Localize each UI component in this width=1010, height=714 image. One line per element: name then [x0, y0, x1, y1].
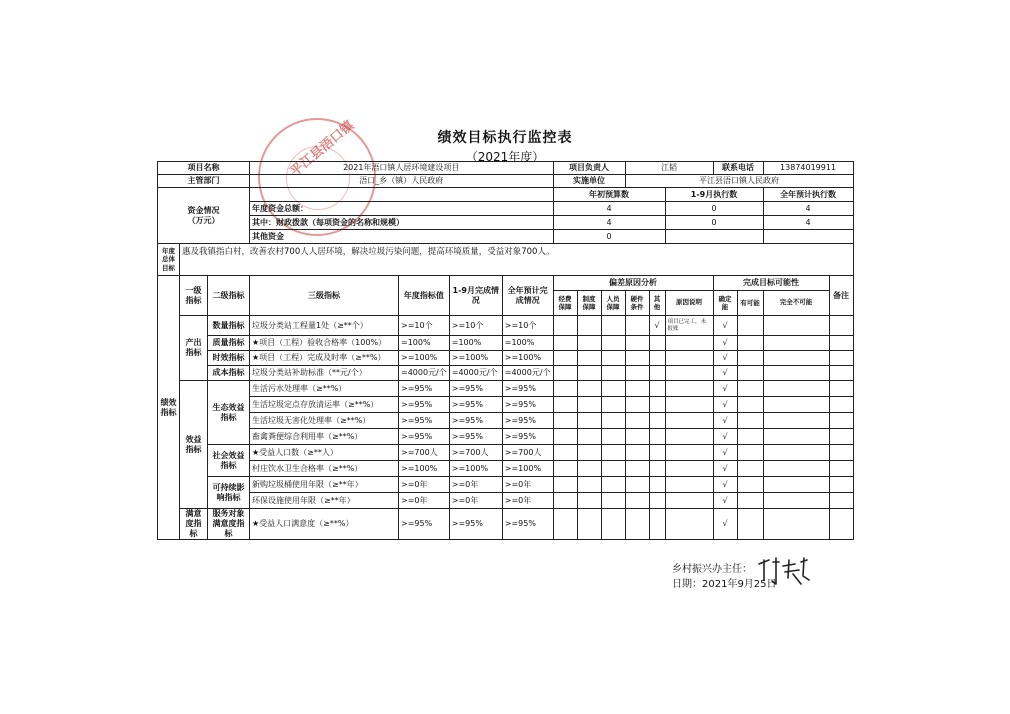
row-reason [665, 445, 713, 461]
row-done9: >=700人 [449, 445, 502, 461]
row-reason: 项目已完工，未报账 [665, 316, 713, 336]
row-done9: >=0年 [449, 493, 502, 509]
row-l3: 生活垃圾定点存放清运率（≥**%） [250, 397, 399, 413]
row-reason [665, 509, 713, 540]
header-fullyear: 全年预计完成情况 [502, 276, 553, 316]
header-dev-reason: 原因说明 [665, 291, 713, 316]
row-full: >=95% [502, 397, 553, 413]
row-poss-sure: √ [713, 461, 737, 477]
group-output-label: 产出指标 [180, 316, 208, 381]
row-reason [665, 366, 713, 381]
funds-fiscal-row [158, 216, 854, 230]
row-poss-sure: √ [713, 477, 737, 493]
row-reason [665, 413, 713, 429]
row-poss-sure: √ [713, 429, 737, 445]
header-poss-maybe: 有可能 [737, 291, 763, 316]
document-title: 绩效目标执行监控表 [437, 130, 573, 146]
row-done9: >=100% [449, 461, 502, 477]
row-dev-other [649, 445, 665, 461]
row-poss-sure: √ [713, 336, 737, 351]
row-done9: >=95% [449, 397, 502, 413]
header-poss-impossible: 完全不可能 [763, 291, 829, 316]
header-row-1 [158, 276, 854, 291]
row-target: >=100% [399, 461, 450, 477]
row-dev-other [649, 336, 665, 351]
document-subtitle: （2021年度） [465, 150, 545, 164]
row-poss-sure: √ [713, 397, 737, 413]
row-l2: 数量指标 [208, 316, 250, 336]
funds-fiscal-exec9: 0 [665, 216, 763, 230]
header-possibility: 完成目标可能性 [713, 276, 829, 291]
funds-total-budget: 4 [553, 202, 665, 216]
row-l3: 垃圾分类站工程量1处（≥**个） [250, 316, 399, 336]
row-target: >=700人 [399, 445, 450, 461]
row-target: >=0年 [399, 493, 450, 509]
funds-other-row [158, 230, 854, 244]
funds-col-full: 全年预计执行数 [763, 188, 853, 202]
row-target: >=0年 [399, 477, 450, 493]
row-l3: ★受益人口满意度（≥**%） [250, 509, 399, 540]
table-row [158, 477, 854, 493]
row-dev-other: √ [649, 316, 665, 336]
row-target: >=95% [399, 413, 450, 429]
row-l3: 环保设施使用年限（≥**年） [250, 493, 399, 509]
row-l2: 可持续影响指标 [208, 477, 250, 509]
row-poss-sure: √ [713, 381, 737, 397]
row-poss-sure: √ [713, 316, 737, 336]
funds-col-budget: 年初预算数 [553, 188, 665, 202]
row-done9: >=95% [449, 429, 502, 445]
row-done9: >=95% [449, 381, 502, 397]
phone-label: 联系电话 [713, 162, 763, 175]
goal-label: 年度总体目标 [158, 244, 180, 276]
row-target: >=95% [399, 509, 450, 540]
row-l2: 成本指标 [208, 366, 250, 381]
project-leader-label: 项目负责人 [553, 162, 625, 175]
row-full: >=100% [502, 351, 553, 366]
row-l3: 生活污水处理率（≥**%） [250, 381, 399, 397]
project-name-value: 2021年浯口镇人居环境建设项目 [250, 162, 554, 175]
row-dev-other [649, 493, 665, 509]
goal-row [158, 244, 854, 276]
table-row [158, 397, 854, 413]
row-l3: 村庄饮水卫生合格率（≥**%） [250, 461, 399, 477]
funds-other-label: 其他资金 [250, 230, 554, 244]
row-dev-other [649, 397, 665, 413]
table-row [158, 336, 854, 351]
row-l2: 社会效益指标 [208, 445, 250, 477]
table-row [158, 461, 854, 477]
project-name-label: 项目名称 [158, 162, 250, 175]
row-l3: 新购垃圾桶使用年限（≥**年） [250, 477, 399, 493]
row-dev-other [649, 429, 665, 445]
row-full: >=10个 [502, 316, 553, 336]
row-full: >=0年 [502, 477, 553, 493]
row-done9: >=100% [449, 351, 502, 366]
row-reason [665, 336, 713, 351]
department-value: 浯口_乡（镇）人民政府 [250, 175, 554, 188]
table-row [158, 366, 854, 381]
row-full: >=700人 [502, 445, 553, 461]
table-row [158, 445, 854, 461]
row-full: >=95% [502, 413, 553, 429]
signatory-label: 乡村振兴办主任： [672, 564, 752, 575]
row-reason [665, 461, 713, 477]
row-reason [665, 477, 713, 493]
row-poss-sure: √ [713, 366, 737, 381]
funds-fiscal-label: 其中：财政拨款（每项资金的名称和规模） [250, 216, 554, 230]
row-full: =4000元/个 [502, 366, 553, 381]
funds-total-full: 4 [763, 202, 853, 216]
row-target: >=95% [399, 381, 450, 397]
table-row [158, 413, 854, 429]
row-full: >=0年 [502, 493, 553, 509]
header-l2: 二级指标 [208, 276, 250, 316]
funds-other-exec9 [665, 230, 763, 244]
row-reason [665, 381, 713, 397]
row-full: >=95% [502, 429, 553, 445]
project-leader-value: 江韬 [625, 162, 713, 175]
header-dev-staff: 人员保障 [601, 291, 625, 316]
header-dev-system: 制度保障 [577, 291, 601, 316]
row-poss-sure: √ [713, 493, 737, 509]
row-done9: =4000元/个 [449, 366, 502, 381]
row-reason [665, 429, 713, 445]
funds-total-exec9: 0 [665, 202, 763, 216]
table-row [158, 351, 854, 366]
row-l2: 服务对象满意度指标 [208, 509, 250, 540]
row-full: >=95% [502, 509, 553, 540]
row-target: =100% [399, 336, 450, 351]
row-l2: 时效指标 [208, 351, 250, 366]
row-l3: ★受益人口数（≥**人） [250, 445, 399, 461]
row-l2: 生态效益指标 [208, 381, 250, 445]
department-label: 主管部门 [158, 175, 250, 188]
row-reason [665, 493, 713, 509]
perf-group-label: 绩效指标 [158, 276, 180, 540]
header-dev-hardware: 硬件条件 [625, 291, 649, 316]
table-row [158, 493, 854, 509]
header-dev-funding: 经费保障 [553, 291, 577, 316]
department-row [158, 175, 854, 188]
row-done9: >=10个 [449, 316, 502, 336]
table-row [158, 429, 854, 445]
goal-text: 惠及我镇指白村，改善农村700人人居环境，解决垃圾污染问题，提高环境质量，受益对象700人。 [180, 244, 854, 276]
funds-total-label: 年度资金总额： [250, 202, 554, 216]
row-done9: =100% [449, 336, 502, 351]
header-l1: 一级指标 [180, 276, 208, 316]
row-dev-other [649, 477, 665, 493]
header-done9: 1-9月完成情况 [449, 276, 502, 316]
table-row [158, 509, 854, 540]
funds-header-row [158, 188, 854, 202]
funds-col-exec9: 1-9月执行数 [665, 188, 763, 202]
row-done9: >=95% [449, 509, 502, 540]
row-l3: 垃圾分类站补助标准（**元/个） [250, 366, 399, 381]
funds-other-full [763, 230, 853, 244]
row-target: =4000元/个 [399, 366, 450, 381]
funds-fiscal-full: 4 [763, 216, 853, 230]
row-poss-sure: √ [713, 413, 737, 429]
funds-other-budget: 0 [553, 230, 665, 244]
row-poss-sure: √ [713, 445, 737, 461]
row-done9: >=95% [449, 413, 502, 429]
row-poss-sure: √ [713, 509, 737, 540]
row-l3: ★项目（工程）完成及时率（≥**%） [250, 351, 399, 366]
row-poss-sure: √ [713, 351, 737, 366]
header-deviation: 偏差原因分析 [553, 276, 713, 291]
row-l3: 畜禽粪便综合利用率（≥**%） [250, 429, 399, 445]
row-target: >=100% [399, 351, 450, 366]
official-seal-text: 平江县浯口镇 [287, 118, 357, 180]
funds-fiscal-budget: 4 [553, 216, 665, 230]
performance-monitoring-table [157, 161, 854, 540]
signing-date: 日期：2021年9月25日 [672, 579, 777, 590]
row-l2: 质量指标 [208, 336, 250, 351]
implementer-label: 实施单位 [553, 175, 625, 188]
row-full: =100% [502, 336, 553, 351]
row-dev-other [649, 381, 665, 397]
implementer-value: 平江县浯口镇人民政府 [625, 175, 853, 188]
row-reason [665, 351, 713, 366]
header-poss-sure: 确定能 [713, 291, 737, 316]
row-dev-other [649, 413, 665, 429]
funds-blank [250, 188, 554, 202]
row-l3: ★项目（工程）验收合格率（100%） [250, 336, 399, 351]
row-dev-other [649, 366, 665, 381]
row-target: >=10个 [399, 316, 450, 336]
row-full: >=95% [502, 381, 553, 397]
table-row [158, 316, 854, 336]
table-row [158, 381, 854, 397]
project-name-row [158, 162, 854, 175]
header-l3: 三级指标 [250, 276, 399, 316]
row-dev-other [649, 509, 665, 540]
group-benefit-label: 效益指标 [180, 381, 208, 509]
funds-total-row [158, 202, 854, 216]
group-satisfaction-label: 满意度指标 [180, 509, 208, 540]
row-dev-other [649, 351, 665, 366]
funds-label: 资金情况 （万元） [158, 188, 250, 244]
header-dev-other: 其他 [649, 291, 665, 316]
header-remark: 备注 [829, 276, 853, 316]
row-target: >=95% [399, 429, 450, 445]
row-done9: >=0年 [449, 477, 502, 493]
row-target: >=95% [399, 397, 450, 413]
row-full: >=100% [502, 461, 553, 477]
phone-value: 13874019911 [763, 162, 853, 175]
row-l3: 生活垃圾无害化处理率（≥**%） [250, 413, 399, 429]
row-dev-other [649, 461, 665, 477]
row-reason [665, 397, 713, 413]
header-target: 年度指标值 [399, 276, 450, 316]
